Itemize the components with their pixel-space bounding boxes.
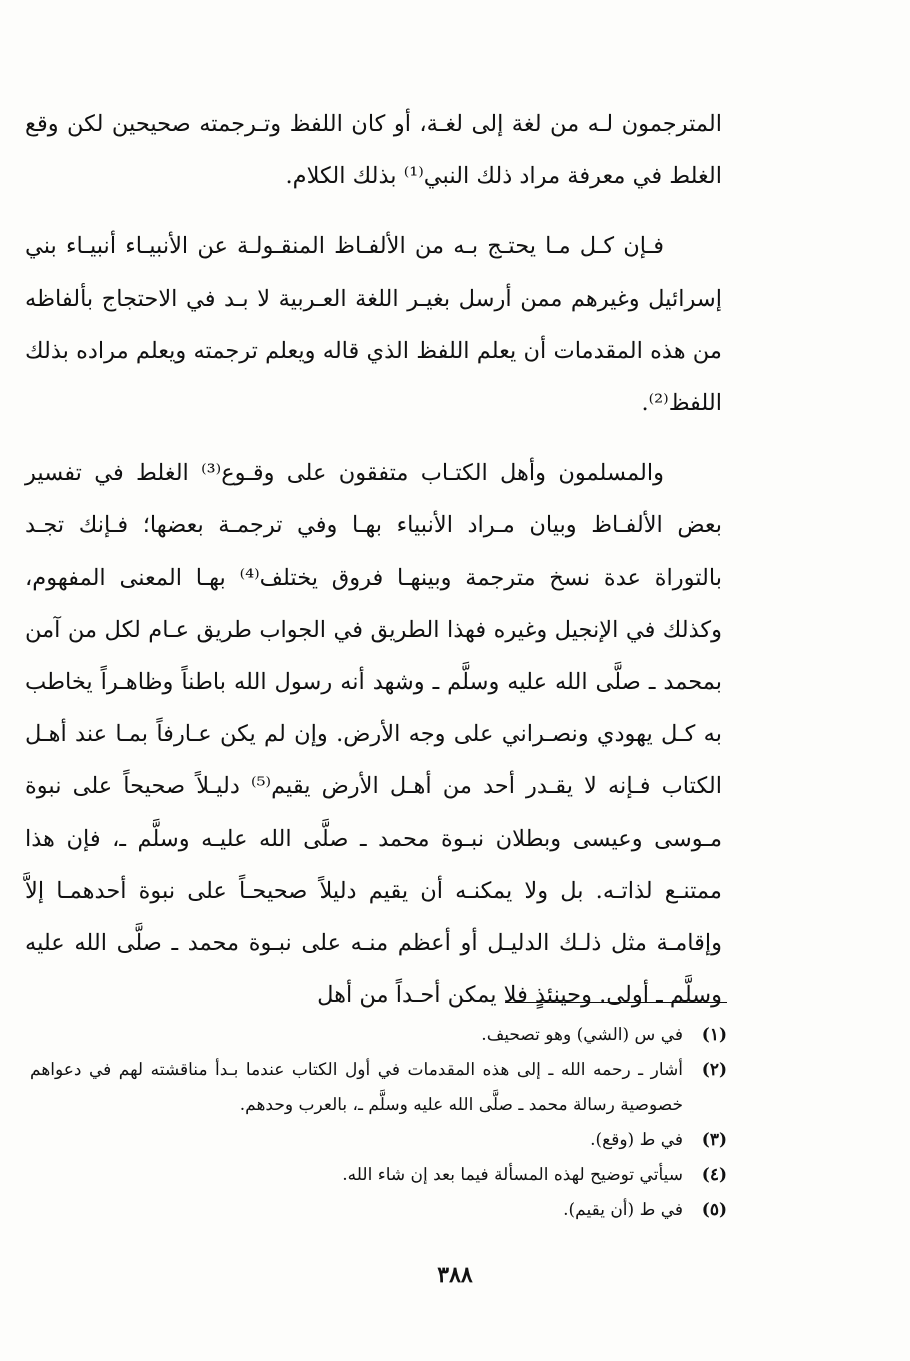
footnote-text: في ط (وقع). (590, 1130, 683, 1150)
footnote-number: (١) (701, 1025, 727, 1045)
paragraph: فـإن كـل مـا يحتـج بـه من الألفـاظ المنقـولـة عن الأنبيـاء أنبيـاء بني إسرائيل وغيرهم ممن أرسل بغيـر اللغة العـربية لا بـد في الاحتجاج بألفاظه من هذه المقدمات أن يعلم اللفظ الذي قاله ويعلم ترجمته ويعلم مراده بذلك اللفظ⁽²⁾. (25, 233, 722, 417)
footnote-item (30, 1123, 727, 1158)
paragraph: والمسلمون وأهل الكتـاب متفقون على وقـوع⁽³⁾ الغلط في تفسير بعض الألفـاظ وبيان مـراد الأنبياء بهـا وفي ترجمـة بعضها؛ فـإنك تجـد بالتوراة عدة نسخ مترجمة وبينهـا فروق يختلف⁽⁴⁾ بهـا المعنى المفهوم، وكذلك في الإنجيل وغيره فهذا الطريق في الجواب طريق عـام لكل من آمن بمحمد ـ صلَّى الله عليه وسلَّم ـ وشهد أنه رسول الله باطناً وظاهـراً يخاطب به كـل يهودي ونصـراني على وجه الأرض. وإن لم يكن عـارفاً بمـا عند أهـل الكتاب فـإنه لا يقـدر أحد من أهـل الأرض يقيم⁽⁵⁾ دليـلاً صحيحاً على نبوة مـوسى وعيسى وبطلان نبـوة محمد ـ صلَّى الله عليـه وسلَّم ـ، فإن هذا ممتنـع لذاتـه. بل ولا يمكنـه أن يقيم دليلاً صحيحـاً على نبوة أحدهمـا إلاَّ وإقامـة مثل ذلـك الدليـل أو أعظم منـه على نبـوة محمد ـ صلَّى الله عليه وسلَّم ـ أولى. وحينئذٍ فلا يمكن أحـداً من أهل (25, 460, 722, 1009)
footnote-text: في ط (أن يقيم). (563, 1200, 683, 1220)
footnote-number: (٤) (701, 1165, 727, 1185)
main-text (25, 98, 722, 1039)
footnotes (30, 1018, 727, 1228)
page-number: ٣٨٨ (437, 1262, 473, 1288)
footnote-text: أشار ـ رحمه الله ـ إلى هذه المقدمات في أول الكتاب عندما بـدأ مناقشته لهم في دعواهم خصوصية رسالة محمد ـ صلَّى الله عليه وسلَّم ـ، بالعرب وحدهم. (30, 1060, 683, 1115)
footnote-number: (٢) (701, 1060, 727, 1080)
footnote-text: في س (الشي) وهو تصحيف. (481, 1025, 683, 1045)
footnote-item (30, 1193, 727, 1228)
footnote-item (30, 1018, 727, 1053)
footnote-number: (٣) (701, 1130, 727, 1150)
footnote-text: سيأتي توضيح لهذه المسألة فيما بعد إن شاء الله. (342, 1165, 683, 1185)
footnote-item (30, 1053, 727, 1123)
footnote-number: (٥) (701, 1200, 727, 1220)
paragraph-continuation: المترجمون لـه من لغة إلى لغـة، أو كان اللفظ وتـرجمته صحيحين لكن وقع الغلط في معرفة مراد ذلك النبي⁽¹⁾ بذلك الكلام. (25, 111, 722, 190)
footnote-divider (505, 1002, 727, 1003)
footnote-item (30, 1158, 727, 1193)
